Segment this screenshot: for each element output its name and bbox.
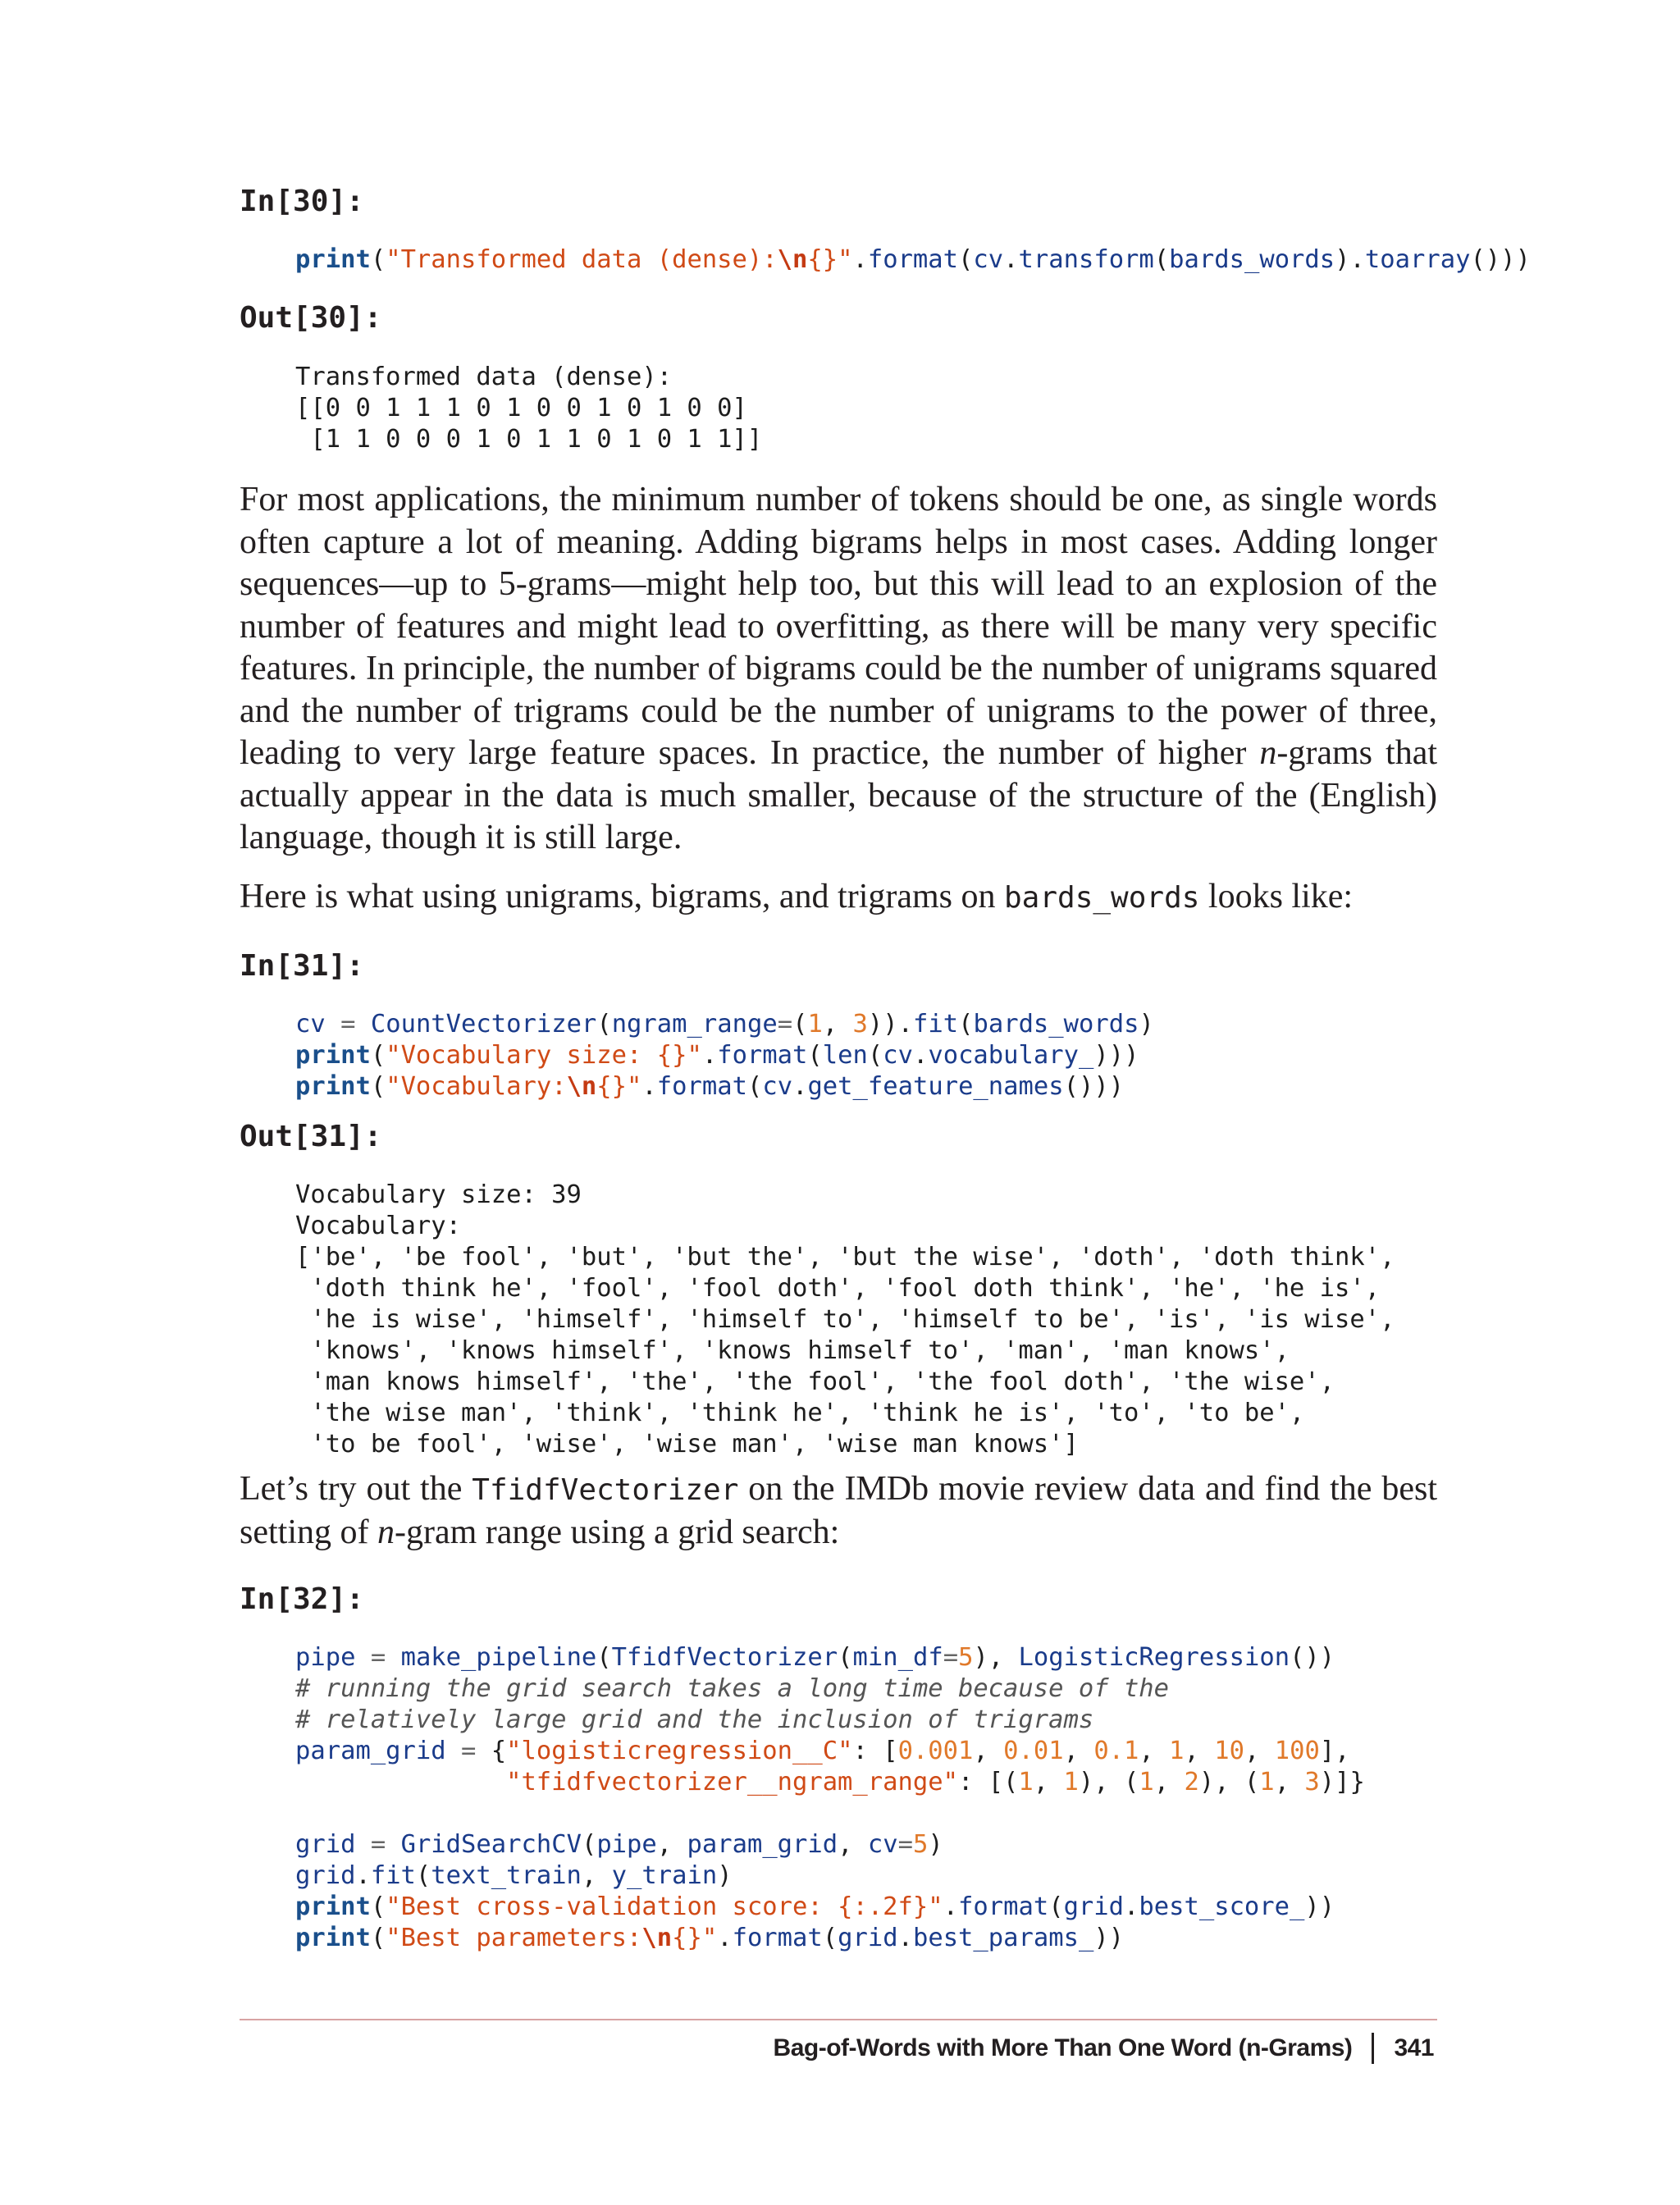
page-number: 341 <box>1394 2034 1434 2061</box>
cell-prompt-in32: In[32]: <box>240 1582 364 1616</box>
output-line: ['be', 'be fool', 'but', 'but the', 'but the wise', 'doth', 'doth think', <box>295 1243 1395 1271</box>
output-cell-out30 <box>295 362 762 455</box>
body-paragraph-intro-in32: Let’s try out the TfidfVectorizer on the IMDb movie review data and find the best setting of n-gram range using a grid search: <box>240 1470 1437 1551</box>
body-paragraph-intro-in31: Here is what using unigrams, bigrams, and trigrams on bards_words looks like: <box>240 878 1354 915</box>
footer-separator <box>1372 2033 1374 2064</box>
output-cell-out31 <box>295 1180 1395 1460</box>
output-line: 'man knows himself', 'the', 'the fool', 'the fool doth', 'the wise', <box>295 1367 1335 1396</box>
cell-prompt-in30: In[30]: <box>240 185 364 218</box>
output-line: 'to be fool', 'wise', 'wise man', 'wise man knows'] <box>295 1430 1079 1459</box>
body-paragraph-ngrams: For most applications, the minimum number of tokens should be one, as single words often capture a lot of meaning. Adding bigrams helps in most cases. Adding longer sequences—up to 5-grams—might help too, but this will lead to an explosion of the number of features and might lead to overfitting, as there will be many very specific features. In principle, the number of bigrams could be the number of unigrams squared and the number of trigrams could be the number of unigrams to the power of three, leading to very large feature spaces. In practice, the number of higher n-grams that actually appear in the data is much smaller, because of the structure of the (English) language, though it is still large. <box>240 481 1438 856</box>
output-line: Transformed data (dense): <box>295 363 673 391</box>
output-line: [1 1 0 0 0 1 0 1 1 0 1 0 1 1]] <box>295 425 763 454</box>
cell-prompt-out31: Out[31]: <box>240 1120 382 1153</box>
output-line: Vocabulary size: 39 <box>295 1180 582 1209</box>
page-footer <box>774 2028 1434 2069</box>
cell-prompt-out30: Out[30]: <box>240 301 382 335</box>
output-line: Vocabulary: <box>295 1212 461 1240</box>
output-line: 'knows', 'knows himself', 'knows himself to', 'man', 'man knows', <box>295 1336 1290 1365</box>
code-cell-in32: pipe = make_pipeline(TfidfVectorizer(min_df=5), LogisticRegression()) # running the grid search takes a long time because of the # relatively large grid and the inclusion of trigrams param_grid = {"logisticregression__C": [0.001, 0.01, 0.1, 1, 10, 100], "tfidfvectorizer__ngram_range": [(1, 1), (1, 2), (1, 3)]} grid = GridSearchCV(pipe, param_grid, cv=5) grid.fit(text_train, y_train) print("Best cross-validation score: {:.2f}".format(grid.best_score_)) print("Best parameters:\n{}".format(grid.best_params_)) <box>295 1643 1365 1952</box>
footer-rule <box>240 2019 1437 2020</box>
output-line: 'doth think he', 'fool', 'fool doth', 'fool doth think', 'he', 'he is', <box>295 1274 1381 1303</box>
output-line: 'he is wise', 'himself', 'himself to', 'himself to be', 'is', 'is wise', <box>295 1305 1395 1334</box>
output-line: [[0 0 1 1 1 0 1 0 0 1 0 1 0 0] <box>295 394 747 422</box>
running-head-title: Bag-of-Words with More Than One Word (n-Grams) <box>773 2034 1353 2061</box>
cell-prompt-in31: In[31]: <box>240 949 364 983</box>
code-cell-in31: cv = CountVectorizer(ngram_range=(1, 3)).fit(bards_words) print("Vocabulary size: {}".format(len(cv.vocabulary_))) print("Vocabulary:\n{}".format(cv.get_feature_names())) <box>295 1010 1154 1101</box>
output-line: 'the wise man', 'think', 'think he', 'think he is', 'to', 'to be', <box>295 1399 1305 1427</box>
code-cell-in30: print("Transformed data (dense):\n{}".format(cv.transform(bards_words).toarray())) <box>295 245 1531 274</box>
